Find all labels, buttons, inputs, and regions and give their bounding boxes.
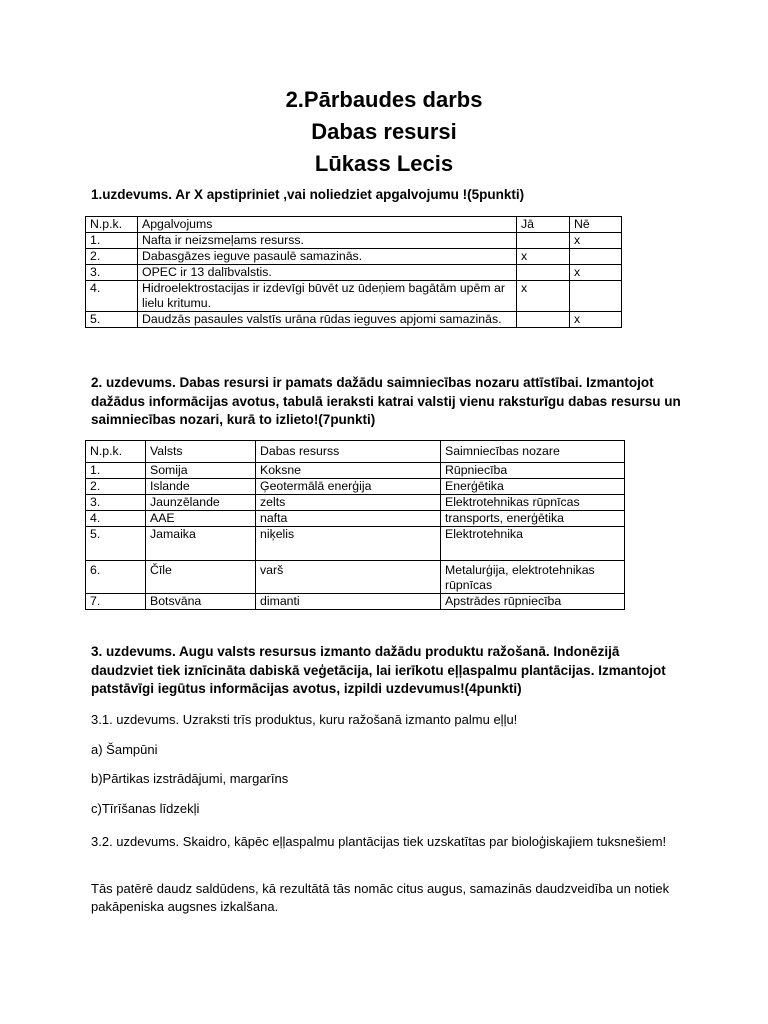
- table-row: [86, 265, 622, 281]
- table-row: [86, 281, 622, 312]
- task1-col-num: N.p.k.: [86, 217, 138, 233]
- row-no: x: [570, 233, 622, 249]
- row-statement: Daudzās pasaules valstīs urāna rūdas ieguves apjomi samazinās.: [138, 312, 517, 328]
- row-yes: x: [517, 249, 570, 265]
- row-no: [570, 249, 622, 265]
- row-resource: Koksne: [256, 463, 441, 479]
- table-row: [86, 479, 625, 495]
- task3-sub1: 3.1. uzdevums. Uzraksti trīs produktus, kuru ražošanā izmanto palmu eļļu!: [91, 712, 518, 727]
- row-num: 5.: [86, 527, 146, 561]
- task1-table: [85, 216, 622, 328]
- row-country: Somija: [146, 463, 256, 479]
- row-yes: [517, 233, 570, 249]
- task2-table: [85, 440, 625, 610]
- row-yes: [517, 312, 570, 328]
- task1-heading: 1.uzdevums. Ar X apstipriniet ,vai noliedziet apgalvojumu !(5punkti): [91, 187, 525, 202]
- task1-table-header-row: [86, 217, 622, 233]
- row-resource: Ģeotermālā enerģija: [256, 479, 441, 495]
- task3-heading: 3. uzdevums. Augu valsts resursus izmanto dažādu produktu ražošanā. Indonēzijā daudzviet tiek iznīcināta dabiskā veģetācija, lai ierīkotu eļļaspalmu plantācijas. Izmantojot patstāvīgi iegūtus informācijas avotus, izpildi uzdevumus!(4punkti): [91, 644, 666, 696]
- task2-col-num: N.p.k.: [86, 441, 146, 463]
- task3-sub2: 3.2. uzdevums. Skaidro, kāpēc eļļaspalmu plantācijas tiek uzskatītas par bioloģiskajiem tuksnešiem!: [91, 834, 667, 849]
- title-line-3: Lūkass Lecis: [314, 151, 454, 176]
- row-num: 7.: [86, 594, 146, 610]
- row-num: 1.: [86, 463, 146, 479]
- row-sector: transports, enerģētika: [441, 511, 625, 527]
- row-country: Čīle: [146, 561, 256, 594]
- row-no: [570, 281, 622, 312]
- task1-col-yes: Jā: [517, 217, 570, 233]
- task3-answer-2: Tās patērē daudz saldūdens, kā rezultātā tās nomāc citus augus, samazinās daudzveidība un notiek pakāpeniska augsnes izkalšana.: [91, 881, 670, 914]
- row-num: 2.: [86, 249, 138, 265]
- task1-col-no: Nē: [570, 217, 622, 233]
- row-country: Islande: [146, 479, 256, 495]
- row-num: 1.: [86, 233, 138, 249]
- task2-col-sector: Saimniecības nozare: [441, 441, 625, 463]
- answer-a: a) Šampūni: [91, 742, 158, 757]
- row-statement: OPEC ir 13 dalībvalstis.: [138, 265, 517, 281]
- row-resource: dimanti: [256, 594, 441, 610]
- row-yes: x: [517, 281, 570, 312]
- answer-b: b)Pārtikas izstrādājumi, margarīns: [91, 771, 289, 786]
- row-no: x: [570, 265, 622, 281]
- row-num: 3.: [86, 265, 138, 281]
- title-line-2: Dabas resursi: [311, 119, 457, 144]
- row-resource: zelts: [256, 495, 441, 511]
- task2-col-resource: Dabas resurss: [256, 441, 441, 463]
- row-statement: Hidroelektrostacijas ir izdevīgi būvēt uz ūdeņiem bagātām upēm ar lielu kritumu.: [138, 281, 517, 312]
- table-row: [86, 594, 625, 610]
- row-num: 2.: [86, 479, 146, 495]
- row-resource: nafta: [256, 511, 441, 527]
- table-row: [86, 312, 622, 328]
- row-num: 6.: [86, 561, 146, 594]
- row-resource: niķelis: [256, 527, 441, 561]
- table-row: [86, 233, 622, 249]
- table-row: [86, 511, 625, 527]
- row-sector: Enerģētika: [441, 479, 625, 495]
- row-country: Jaunzēlande: [146, 495, 256, 511]
- title-line-1: 2.Pārbaudes darbs: [285, 87, 483, 112]
- row-resource: varš: [256, 561, 441, 594]
- table-row: [86, 495, 625, 511]
- row-num: 3.: [86, 495, 146, 511]
- table-row: [86, 561, 625, 594]
- row-sector: Rūpniecība: [441, 463, 625, 479]
- task2-heading: 2. uzdevums. Dabas resursi ir pamats dažādu saimniecības nozaru attīstībai. Izmantojot dažādus informācijas avotus, tabulā ieraksti katrai valstij vienu raksturīgu dabas resursu un saimniecības nozari, kurā to izlieto!(7punkti): [91, 375, 681, 427]
- row-country: Jamaika: [146, 527, 256, 561]
- row-sector: Apstrādes rūpniecība: [441, 594, 625, 610]
- task2-col-country: Valsts: [146, 441, 256, 463]
- row-country: AAE: [146, 511, 256, 527]
- row-statement: Dabasgāzes ieguve pasaulē samazinās.: [138, 249, 517, 265]
- row-yes: [517, 265, 570, 281]
- table-row: [86, 249, 622, 265]
- row-country: Botsvāna: [146, 594, 256, 610]
- table-row: [86, 527, 625, 561]
- row-num: 4.: [86, 281, 138, 312]
- row-sector: Elektrotehnikas rūpnīcas: [441, 495, 625, 511]
- row-num: 4.: [86, 511, 146, 527]
- row-sector: Metalurģija, elektrotehnikas rūpnīcas: [441, 561, 625, 594]
- answer-c: c)Tīrīšanas līdzekļi: [91, 801, 200, 816]
- row-num: 5.: [86, 312, 138, 328]
- table-row: [86, 463, 625, 479]
- row-statement: Nafta ir neizsmeļams resurss.: [138, 233, 517, 249]
- task2-table-header-row: [86, 441, 625, 463]
- row-no: x: [570, 312, 622, 328]
- row-sector: Elektrotehnika: [441, 527, 625, 561]
- task1-col-statement: Apgalvojums: [138, 217, 517, 233]
